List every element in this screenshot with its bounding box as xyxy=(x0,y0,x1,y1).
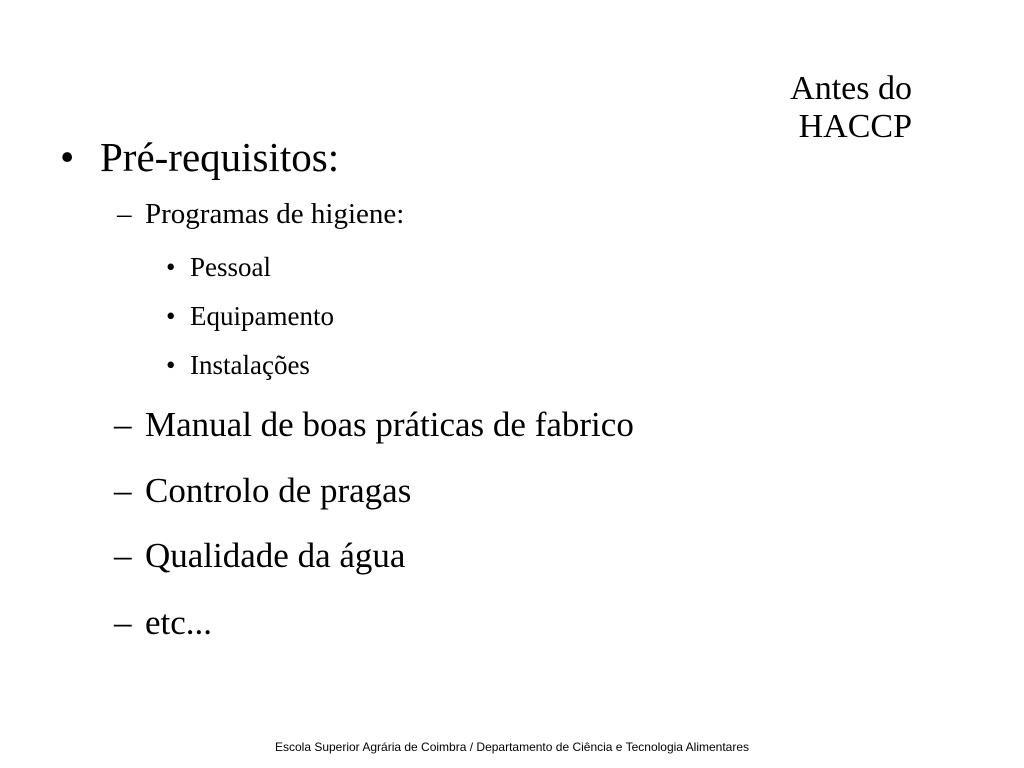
bullet-text: Pré-requisitos: xyxy=(100,134,340,180)
sub-sub-bullet-text: Instalações xyxy=(190,350,310,380)
bullet-marker: • xyxy=(166,301,176,331)
slide-title xyxy=(712,70,912,146)
sub-bullet-text: Manual de boas práticas de fabrico xyxy=(145,405,634,444)
bullet-marker: • xyxy=(60,134,75,180)
bullet-marker: • xyxy=(166,252,176,282)
sub-sub-bullet-text: Pessoal xyxy=(190,252,271,282)
slide-title-line-2: HACCP xyxy=(798,108,912,145)
dash-marker: – xyxy=(114,603,132,642)
sub-bullet-text: Controlo de pragas xyxy=(145,471,412,510)
sub-bullet-text: Qualidade da água xyxy=(145,536,406,575)
sub-sub-bullet-text: Equipamento xyxy=(190,301,334,331)
sub-bullet-text: etc... xyxy=(145,603,213,642)
slide-footer: Escola Superior Agrária de Coimbra / Departamento de Ciência e Tecnologia Alimentares xyxy=(274,740,750,754)
dash-marker: – xyxy=(117,198,132,230)
slide-title-line-1: Antes do xyxy=(790,70,912,107)
dash-marker: – xyxy=(114,405,132,444)
dash-marker: – xyxy=(114,536,132,575)
dash-marker: – xyxy=(114,471,132,510)
sub-bullet-text: Programas de higiene: xyxy=(145,198,405,230)
bullet-marker: • xyxy=(166,350,176,380)
